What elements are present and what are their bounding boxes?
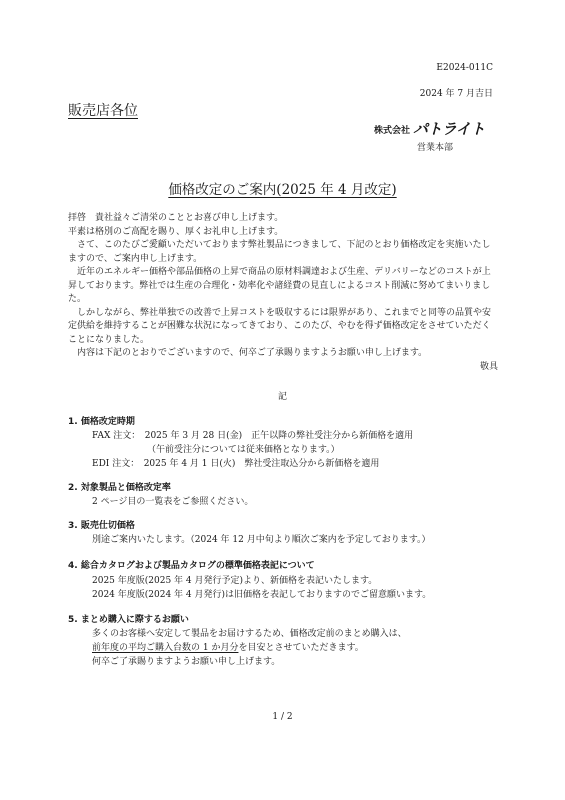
section-line: 2025 年度版(2025 年 4 月発行予定)より、新価格を表記いたします。 bbox=[92, 576, 378, 586]
section-line: FAX 注文： 2025 年 3 月 28 日(金) 正午以降の弊社受注分から新価格を適用 bbox=[92, 431, 414, 441]
section-heading: 4. 総合カタログおよび製品カタログの標準価格表記について bbox=[68, 561, 315, 571]
body-paragraph: しかしながら、弊社単独での改善で上昇コストを吸収するには限界があり、これまでと同等の品質や安定供給を維持することが困難な状況になってきており、このたび、やむを得ず価格改定をさせていただくことになりました。 bbox=[68, 307, 492, 345]
recipient: 販売店各位 bbox=[68, 103, 138, 119]
section-line: 2024 年度版(2024 年 4 月発行)は旧価格を表記しておりますのでご留意願います。 bbox=[92, 590, 432, 600]
page-title-text: 価格改定のご案内(2025 年 4 月改定) bbox=[168, 182, 397, 198]
section-heading: 2. 対象製品と価格改定率 bbox=[68, 483, 171, 493]
section-line: EDI 注文： 2025 年 4 月 1 日(火) 弊社受注取込分から新価格を適用 bbox=[92, 459, 380, 469]
greeting-line: 拝啓 貴社益々ご清栄のこととお喜び申し上げます。 bbox=[68, 213, 284, 223]
underlined-target: 前年度の平均ご購入台数の 1 か月分 bbox=[92, 643, 239, 653]
ki-marker: 記 bbox=[277, 392, 287, 402]
body-paragraph: 内容は下記のとおりでございますので、何卒ご了承賜りますようお願い申し上げます。 bbox=[77, 348, 428, 358]
section-line: （午前受注分については従来価格となります。） bbox=[147, 445, 340, 455]
document-date: 2024 年 7 月吉日 bbox=[419, 89, 493, 99]
section-line: 何卒ご了承賜りますようお願い申し上げます。 bbox=[92, 657, 281, 667]
body-paragraph: さて、このたびご愛顧いただいております弊社製品につきまして、下記のとおり価格改定を実施いたしますので、ご案内申し上げます。 bbox=[68, 240, 491, 264]
page-number: 1 / 2 bbox=[272, 712, 293, 722]
section-heading: 3. 販売仕切価格 bbox=[68, 521, 135, 531]
company-prefix: 株式会社 bbox=[374, 126, 411, 136]
section-line bbox=[92, 640, 364, 653]
company-name: パトライト bbox=[413, 120, 485, 138]
page-title bbox=[0, 178, 565, 198]
section-line-tail: を目安とさせていただきます。 bbox=[238, 643, 364, 653]
body-paragraph: 近年のエネルギー価格や部品価格の上昇で商品の原材料調達および生産、デリバリーなどのコストが上昇しております。弊社では生産の合理化・効率化や諸経費の見直しによるコスト削減に努めてまいりました。 bbox=[68, 267, 491, 304]
body-text bbox=[68, 212, 498, 374]
section-heading: 5. まとめ購入に際するお願い bbox=[68, 615, 189, 625]
body-line: 平素は格別のご高配を賜り、厚くお礼申し上げます。 bbox=[68, 226, 284, 237]
document-number: E2024-011C bbox=[436, 63, 493, 73]
section-line: 2 ページ目の一覧表をご参照ください。 bbox=[92, 497, 254, 507]
section-line: 多くのお客様へ安定して製品をお届けするため、価格改定前のまとめ購入は、 bbox=[92, 629, 407, 639]
closing: 敬具 bbox=[479, 361, 498, 372]
section-heading: 1. 価格改定時期 bbox=[68, 417, 135, 427]
section-line: 別途ご案内いたします。（2024 年 12 月中旬より順次ご案内を予定しております。） bbox=[92, 535, 431, 545]
department: 営業本部 bbox=[417, 143, 454, 153]
company-logo bbox=[374, 122, 485, 137]
